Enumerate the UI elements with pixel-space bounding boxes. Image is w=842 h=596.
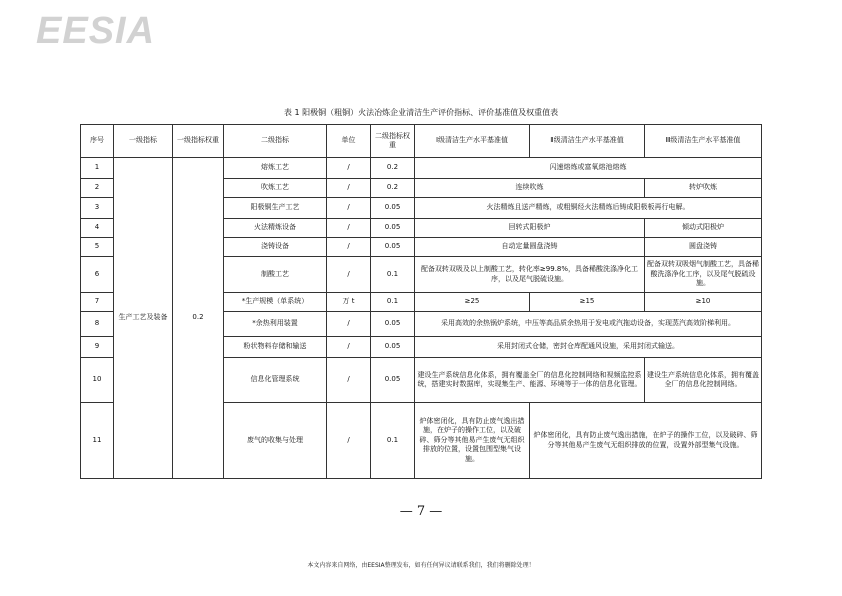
row-seq: 6: [81, 257, 114, 293]
row-unit: /: [327, 238, 371, 257]
row-weight: 0.1: [371, 403, 415, 479]
row-weight: 0.1: [371, 257, 415, 293]
row-indicator: 废气的收集与处理: [224, 403, 327, 479]
row-benchmark-grade2: ≥15: [530, 293, 645, 312]
footer-notice: 本文内容来自网络，由EESIA整理发布，如有任何异议请联系我们，我们将删除处理！: [307, 562, 535, 569]
row-weight: 0.05: [371, 238, 415, 257]
row-benchmark-all: 闪速熔炼或富氧熔池熔炼: [415, 158, 762, 179]
row-seq: 9: [81, 337, 114, 358]
row-indicator: 浇铸设备: [224, 238, 327, 257]
row-unit: /: [327, 219, 371, 238]
row-seq: 7: [81, 293, 114, 312]
row-seq: 8: [81, 312, 114, 337]
row-indicator: 吹炼工艺: [224, 179, 327, 198]
row-seq: 1: [81, 158, 114, 179]
row-benchmark-grade3: 转炉吹炼: [645, 179, 762, 198]
page-number: — 7 —: [399, 504, 443, 519]
group-name-cell: 生产工艺及装备: [114, 158, 173, 479]
row-indicator: 阳极铜生产工艺: [224, 198, 327, 219]
row-unit: 万 t: [327, 293, 371, 312]
row-benchmark-grade3: 倾动式阳极炉: [645, 219, 762, 238]
row-weight: 0.2: [371, 179, 415, 198]
row-weight: 0.05: [371, 219, 415, 238]
row-weight: 0.1: [371, 293, 415, 312]
row-indicator: *余热利用装置: [224, 312, 327, 337]
row-indicator: 制酸工艺: [224, 257, 327, 293]
header-level2: 二级指标: [224, 125, 327, 158]
table-caption: 表 1 阳极铜（粗铜）火法冶炼企业清洁生产评价指标、评价基准值及权重值表: [283, 108, 559, 117]
row-unit: /: [327, 312, 371, 337]
header-grade2: Ⅱ级清洁生产水平基准值: [530, 125, 645, 158]
eesia-logo: EESIA: [36, 10, 156, 52]
header-grade3: Ⅲ级清洁生产水平基准值: [645, 125, 762, 158]
row-benchmark-all: 火法精炼且送产精炼，或粗铜经火法精炼后铸成阳极板再行电解。: [415, 198, 762, 219]
row-unit: /: [327, 257, 371, 293]
row-benchmark-all: 采用封闭式仓储，密封仓库配通风设施，采用封闭式输送。: [415, 337, 762, 358]
header-seq: 序号: [81, 125, 114, 158]
row-unit: /: [327, 179, 371, 198]
row-indicator: 火法精炼设备: [224, 219, 327, 238]
row-seq: 11: [81, 403, 114, 479]
row-unit: /: [327, 158, 371, 179]
row-seq: 5: [81, 238, 114, 257]
row-unit: /: [327, 403, 371, 479]
row-weight: 0.05: [371, 312, 415, 337]
row-benchmark-grade12: 回转式阳极炉: [415, 219, 645, 238]
header-level2-weight: 二级指标权重: [371, 125, 415, 158]
row-seq: 10: [81, 358, 114, 403]
row-weight: 0.2: [371, 158, 415, 179]
row-seq: 2: [81, 179, 114, 198]
row-indicator: *生产规模（单系统）: [224, 293, 327, 312]
row-benchmark-all: 采用高效的余热锅炉系统，中压等高品质余热用于发电或汽拖动设备，实现蒸汽高效阶梯利用。: [415, 312, 762, 337]
table-header-row: [81, 125, 762, 158]
header-level1: 一级指标: [114, 125, 173, 158]
row-benchmark-grade12: 配备双转双吸及以上制酸工艺，转化率≥99.8%，具备稀酸洗涤净化工序，以及尾气脱硫设施。: [415, 257, 645, 293]
row-indicator: 粉状物料存储和输送: [224, 337, 327, 358]
group-weight-cell: 0.2: [173, 158, 224, 479]
row-benchmark-grade3: ≥10: [645, 293, 762, 312]
row-weight: 0.05: [371, 337, 415, 358]
row-benchmark-grade12: 连续吹炼: [415, 179, 645, 198]
header-grade1: Ⅰ级清洁生产水平基准值: [415, 125, 530, 158]
row-benchmark-grade12: 建设生产系统信息化体系，拥有覆盖全厂的信息化控制网络和视频监控系统，搭建实时数据库，实现集生产、能源、环境等于一体的信息化管理。: [415, 358, 645, 403]
header-unit: 单位: [327, 125, 371, 158]
row-benchmark-grade1: 炉体密闭化，具有防止废气逸出措施，在炉子的操作工位，以及破碎、筛分等其他易产生废气无组织排放的位置，设置包围型集气设施。: [415, 403, 530, 479]
row-indicator: 信息化管理系统: [224, 358, 327, 403]
row-benchmark-grade12: 自动定量圆盘浇铸: [415, 238, 645, 257]
row-seq: 4: [81, 219, 114, 238]
row-weight: 0.05: [371, 198, 415, 219]
table-row: [81, 158, 762, 179]
row-unit: /: [327, 198, 371, 219]
row-benchmark-grade1: ≥25: [415, 293, 530, 312]
row-weight: 0.05: [371, 358, 415, 403]
row-benchmark-grade3: 建设生产系统信息化体系，拥有覆盖全厂的信息化控制网络。: [645, 358, 762, 403]
indicator-table: [80, 124, 762, 479]
row-benchmark-grade23: 炉体密闭化，具有防止废气逸出措施，在炉子的操作工位，以及破碎、筛分等其他易产生废气无组织排放的位置，设置外部型集气设施。: [530, 403, 762, 479]
row-unit: /: [327, 337, 371, 358]
row-benchmark-grade3: 圆盘浇铸: [645, 238, 762, 257]
row-seq: 3: [81, 198, 114, 219]
row-unit: /: [327, 358, 371, 403]
row-indicator: 熔炼工艺: [224, 158, 327, 179]
row-benchmark-grade3: 配备双转双吸烟气制酸工艺，具备稀酸洗涤净化工序，以及尾气脱硫设施。: [645, 257, 762, 293]
header-level1-weight: 一级指标权重: [173, 125, 224, 158]
